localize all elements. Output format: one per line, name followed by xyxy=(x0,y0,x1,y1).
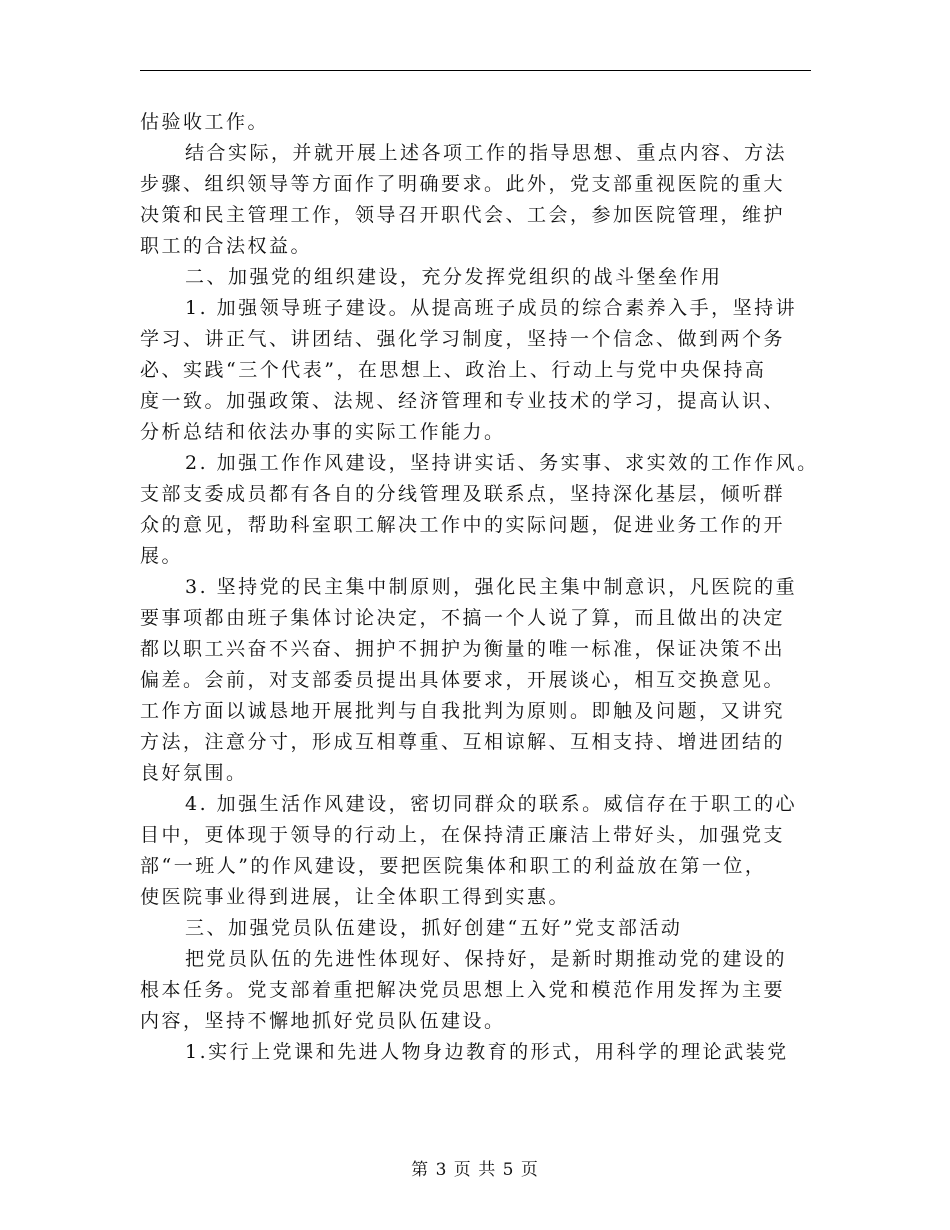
text-line: 展。 xyxy=(140,545,184,567)
text-line: 使医院事业得到进展，让全体职工得到实惠。 xyxy=(140,886,571,908)
text-line: 决策和民主管理工作，领导召开职代会、工会，参加医院管理，维护 xyxy=(140,204,786,226)
text-line: 部“一班人”的作风建设，要把医院集体和职工的利益放在第一位， xyxy=(140,855,767,877)
text-line: 2. 加强工作作风建设，坚持讲实话、务实事、求实效的工作作风。 xyxy=(185,452,819,474)
document-body xyxy=(140,107,830,1068)
text-line: 度一致。加强政策、法规、经济管理和专业技术的学习，提高认识、 xyxy=(140,390,786,412)
text-line: 学习、讲正气、讲团结、强化学习制度，坚持一个信念、做到两个务 xyxy=(140,328,786,350)
text-line: 工作方面以诚恳地开展批判与自我批判为原则。即触及问题，又讲究 xyxy=(140,700,786,722)
text-line: 1.实行上党课和先进人物身边教育的形式，用科学的理论武装党 xyxy=(185,1041,789,1063)
text-line: 良好氛围。 xyxy=(140,762,248,784)
text-line: 1. 加强领导班子建设。从提高班子成员的综合素养入手，坚持讲 xyxy=(185,297,798,319)
page-footer: 第 3 页 共 5 页 xyxy=(411,1160,539,1180)
text-line: 分析总结和依法办事的实际工作能力。 xyxy=(140,421,506,443)
header-rule xyxy=(140,70,811,71)
text-line: 把党员队伍的先进性体现好、保持好，是新时期推动党的建设的 xyxy=(185,948,788,970)
text-line: 都以职工兴奋不兴奋、拥护不拥护为衡量的唯一标准，保证决策不出 xyxy=(140,638,786,660)
text-line: 目中，更体现于领导的行动上，在保持清正廉洁上带好头，加强党支 xyxy=(140,824,786,846)
text-line: 三、加强党员队伍建设，抓好创建“五好”党支部活动 xyxy=(185,917,683,939)
text-line: 要事项都由班子集体讨论决定，不搞一个人说了算，而且做出的决定 xyxy=(140,607,786,629)
text-line: 必、实践“三个代表”，在思想上、政治上、行动上与党中央保持高 xyxy=(140,359,767,381)
text-line: 4. 加强生活作风建设，密切同群众的联系。威信存在于职工的心 xyxy=(185,793,798,815)
text-line: 3. 坚持党的民主集中制原则，强化民主集中制意识，凡医院的重 xyxy=(185,576,798,598)
text-line: 根本任务。党支部着重把解决党员思想上入党和模范作用发挥为主要 xyxy=(140,979,786,1001)
text-line: 结合实际，并就开展上述各项工作的指导思想、重点内容、方法 xyxy=(185,142,788,164)
text-line: 支部支委成员都有各自的分线管理及联系点，坚持深化基层，倾听群 xyxy=(140,483,786,505)
text-line: 步骤、组织领导等方面作了明确要求。此外，党支部重视医院的重大 xyxy=(140,173,786,195)
text-line: 职工的合法权益。 xyxy=(140,235,313,257)
text-line: 偏差。会前，对支部委员提出具体要求，开展谈心，相互交换意见。 xyxy=(140,669,786,691)
text-line: 方法，注意分寸，形成互相尊重、互相谅解、互相支持、增进团结的 xyxy=(140,731,786,753)
text-line: 二、加强党的组织建设，充分发挥党组织的战斗堡垒作用 xyxy=(185,266,723,288)
text-line: 众的意见，帮助科室职工解决工作中的实际问题，促进业务工作的开 xyxy=(140,514,786,536)
text-line: 内容，坚持不懈地抓好党员队伍建设。 xyxy=(140,1010,506,1032)
text-line: 估验收工作。 xyxy=(140,111,270,133)
